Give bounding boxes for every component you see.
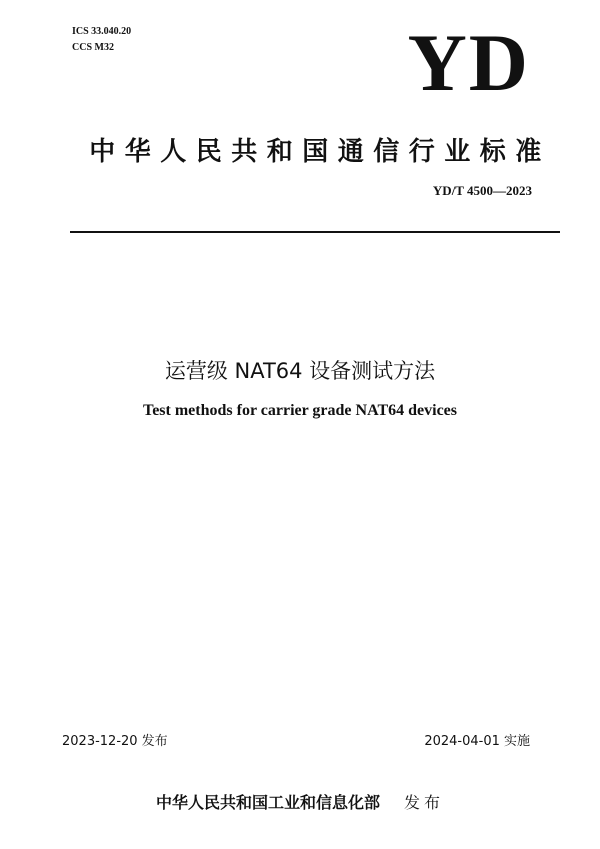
issuer-verb: 发布 <box>404 793 445 812</box>
yd-logo: YD <box>407 17 530 108</box>
ccs-code: CCS M32 <box>72 42 114 53</box>
document-title-chinese: 运营级 NAT64 设备测试方法 <box>164 359 436 383</box>
document-title-english: Test methods for carrier grade NAT64 devices <box>142 402 457 419</box>
issuing-authority <box>0 790 600 813</box>
standard-type-heading: 中华人民共和国通信行业标准 <box>89 137 551 167</box>
header-divider <box>70 231 560 233</box>
classification-codes <box>72 24 131 56</box>
ics-code: ICS 33.040.20 <box>72 26 132 37</box>
implementation-date: 2024-04-01 实施 <box>424 734 530 749</box>
standard-number: YD/T 4500—2023 <box>432 183 532 198</box>
issuer-name: 中华人民共和国工业和信息化部 <box>155 793 380 812</box>
publish-date: 2023-12-20 发布 <box>62 734 168 749</box>
